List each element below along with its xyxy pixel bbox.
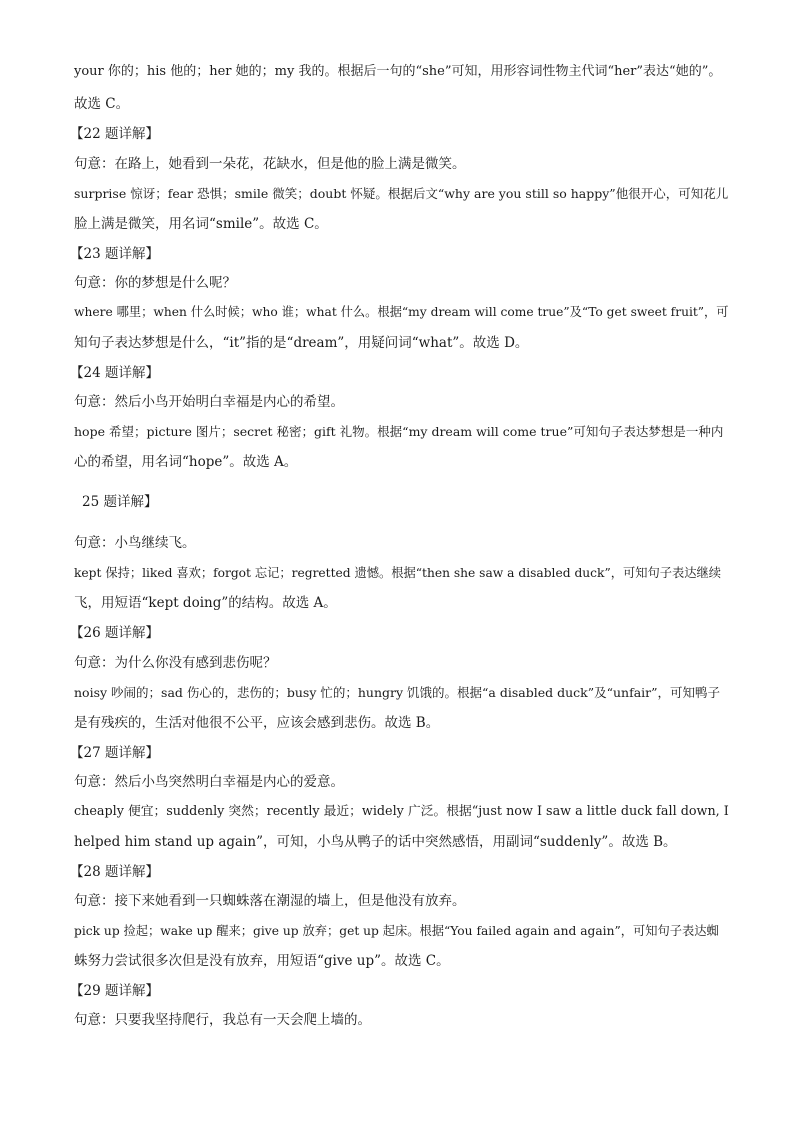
text-line: 句意：在路上，她看到一朵花，花缺水，但是他的脸上满是微笑。 [74,156,466,172]
section-heading: 【27 题详解】 [70,745,159,761]
text-line: 句意：为什么你没有感到悲伤呢？ [74,655,277,671]
section-heading: 【28 题详解】 [70,864,159,880]
text-line: pick up 捡起；wake up 醒来；give up 放弃；get up 起床。根据“You failed again and again”，可知句子表达蜘 [74,924,719,938]
text-line: helped him stand up again”，可知，小鸟从鸭子的话中突然感悟，用副词“suddenly”。故选 B。 [74,834,677,850]
text-line: 心的希望，用名词“hope”。故选 A。 [74,454,298,470]
text-line: 句意：只要我坚持爬行，我总有一天会爬上墙的。 [74,1012,371,1028]
text-line: 句意：然后小鸟开始明白幸福是内心的希望。 [74,394,344,410]
section-heading: 【26 题详解】 [70,625,159,641]
text-line: 句意：小鸟继续飞。 [74,535,196,551]
text-line: 句意：你的梦想是什么呢？ [74,275,236,291]
text-line: 故选 C。 [74,96,130,112]
text-line: 飞，用短语“kept doing”的结构。故选 A。 [74,595,337,611]
text-line: 知句子表达梦想是什么，“it”指的是“dream”，用疑问词“what”。故选 D。 [74,335,529,351]
text-line: your 你的；his 他的；her 她的；my 我的。根据后一句的“she”可知，用形容词性物主代词“her”表达“她的”。 [74,64,722,79]
section-heading: 【24 题详解】 [70,365,159,381]
text-line: 是有残疾的，生活对他很不公平，应该会感到悲伤。故选 B。 [74,715,440,731]
text-line: noisy 吵闹的；sad 伤心的，悲伤的；busy 忙的；hungry 饥饿的。根据“a disabled duck”及“unfair”，可知鸭子 [74,685,721,700]
section-heading: 【22 题详解】 [70,126,159,142]
text-line: 脸上满是微笑，用名词“smile”。故选 C。 [74,216,328,232]
text-line: 句意：然后小鸟突然明白幸福是内心的爱意。 [74,774,344,790]
text-line: where 哪里；when 什么时候；who 谁；what 什么。根据“my dream will come true”及“To get sweet fruit”，可 [74,305,729,319]
text-line: 蛛努力尝试很多次但是没有放弃，用短语“give up”。故选 C。 [74,953,450,969]
section-heading: 25 题详解】 [82,494,158,510]
text-line: kept 保持；liked 喜欢；forgot 忘记；regretted 遗憾。根据“then she saw a disabled duck”，可知句子表达继续 [74,566,721,580]
section-heading: 【23 题详解】 [70,246,159,262]
text-line: surprise 惊讶；fear 恐惧；smile 微笑；doubt 怀疑。根据后文“why are you still so happy”他很开心，可知花儿 [74,186,729,201]
section-heading: 【29 题详解】 [70,983,159,999]
text-line: 句意：接下来她看到一只蜘蛛落在潮湿的墙上，但是他没有放弃。 [74,893,466,909]
text-line: cheaply 便宜；suddenly 突然；recently 最近；widely 广泛。根据“just now I saw a little duck fall down, I [74,804,729,819]
text-line: hope 希望；picture 图片；secret 秘密；gift 礼物。根据“my dream will come true”可知句子表达梦想是一种内 [74,424,724,439]
